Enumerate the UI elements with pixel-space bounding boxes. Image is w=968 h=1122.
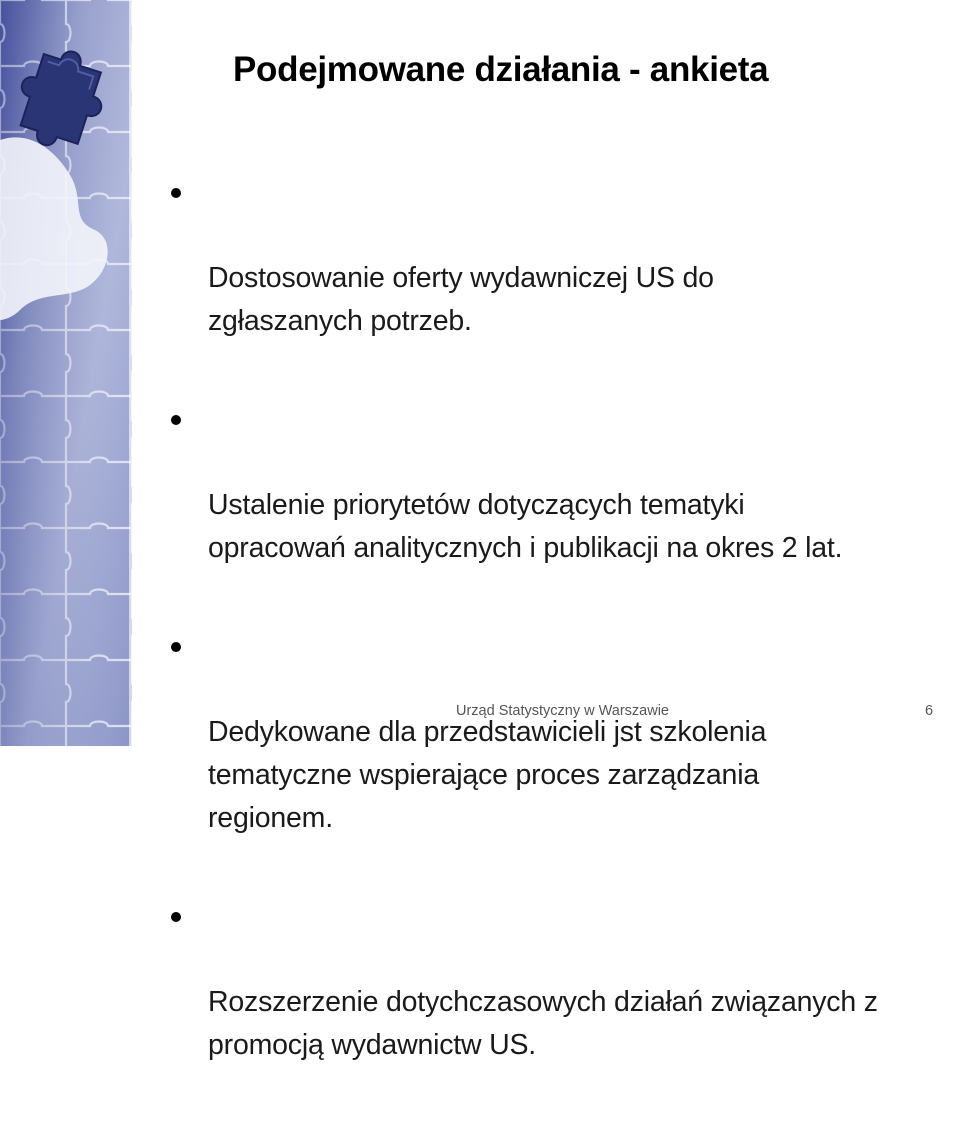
bullet-text: Dedykowane dla przedstawicieli jst szkolenia tematyczne wspierające proces zarządzania regionem.	[208, 716, 767, 834]
list-item	[168, 171, 968, 386]
bullet-text: Rozszerzenie dotychczasowych działań związanych z promocją wydawnictw US.	[208, 986, 878, 1061]
slide-footer: Urząd Statystyczny w Warszawie	[456, 703, 669, 719]
puzzle-decoration-image	[0, 0, 132, 746]
bullet-text: Dostosowanie oferty wydawniczej US do zgłaszanych potrzeb.	[208, 262, 714, 337]
slide-title: Podejmowane działania - ankieta	[233, 50, 769, 89]
bullet-list	[168, 171, 968, 1122]
bullet-text: Ustalenie priorytetów dotyczących tematyki opracowań analitycznych i publikacji na okres 2 lat.	[208, 489, 843, 564]
list-item	[168, 625, 968, 883]
bullet-icon	[171, 912, 181, 922]
list-item	[168, 398, 968, 613]
list-item	[168, 895, 968, 1110]
bullet-icon	[171, 415, 181, 425]
bullet-icon	[171, 188, 181, 198]
bullet-icon	[171, 642, 181, 652]
page-number: 6	[925, 703, 934, 719]
